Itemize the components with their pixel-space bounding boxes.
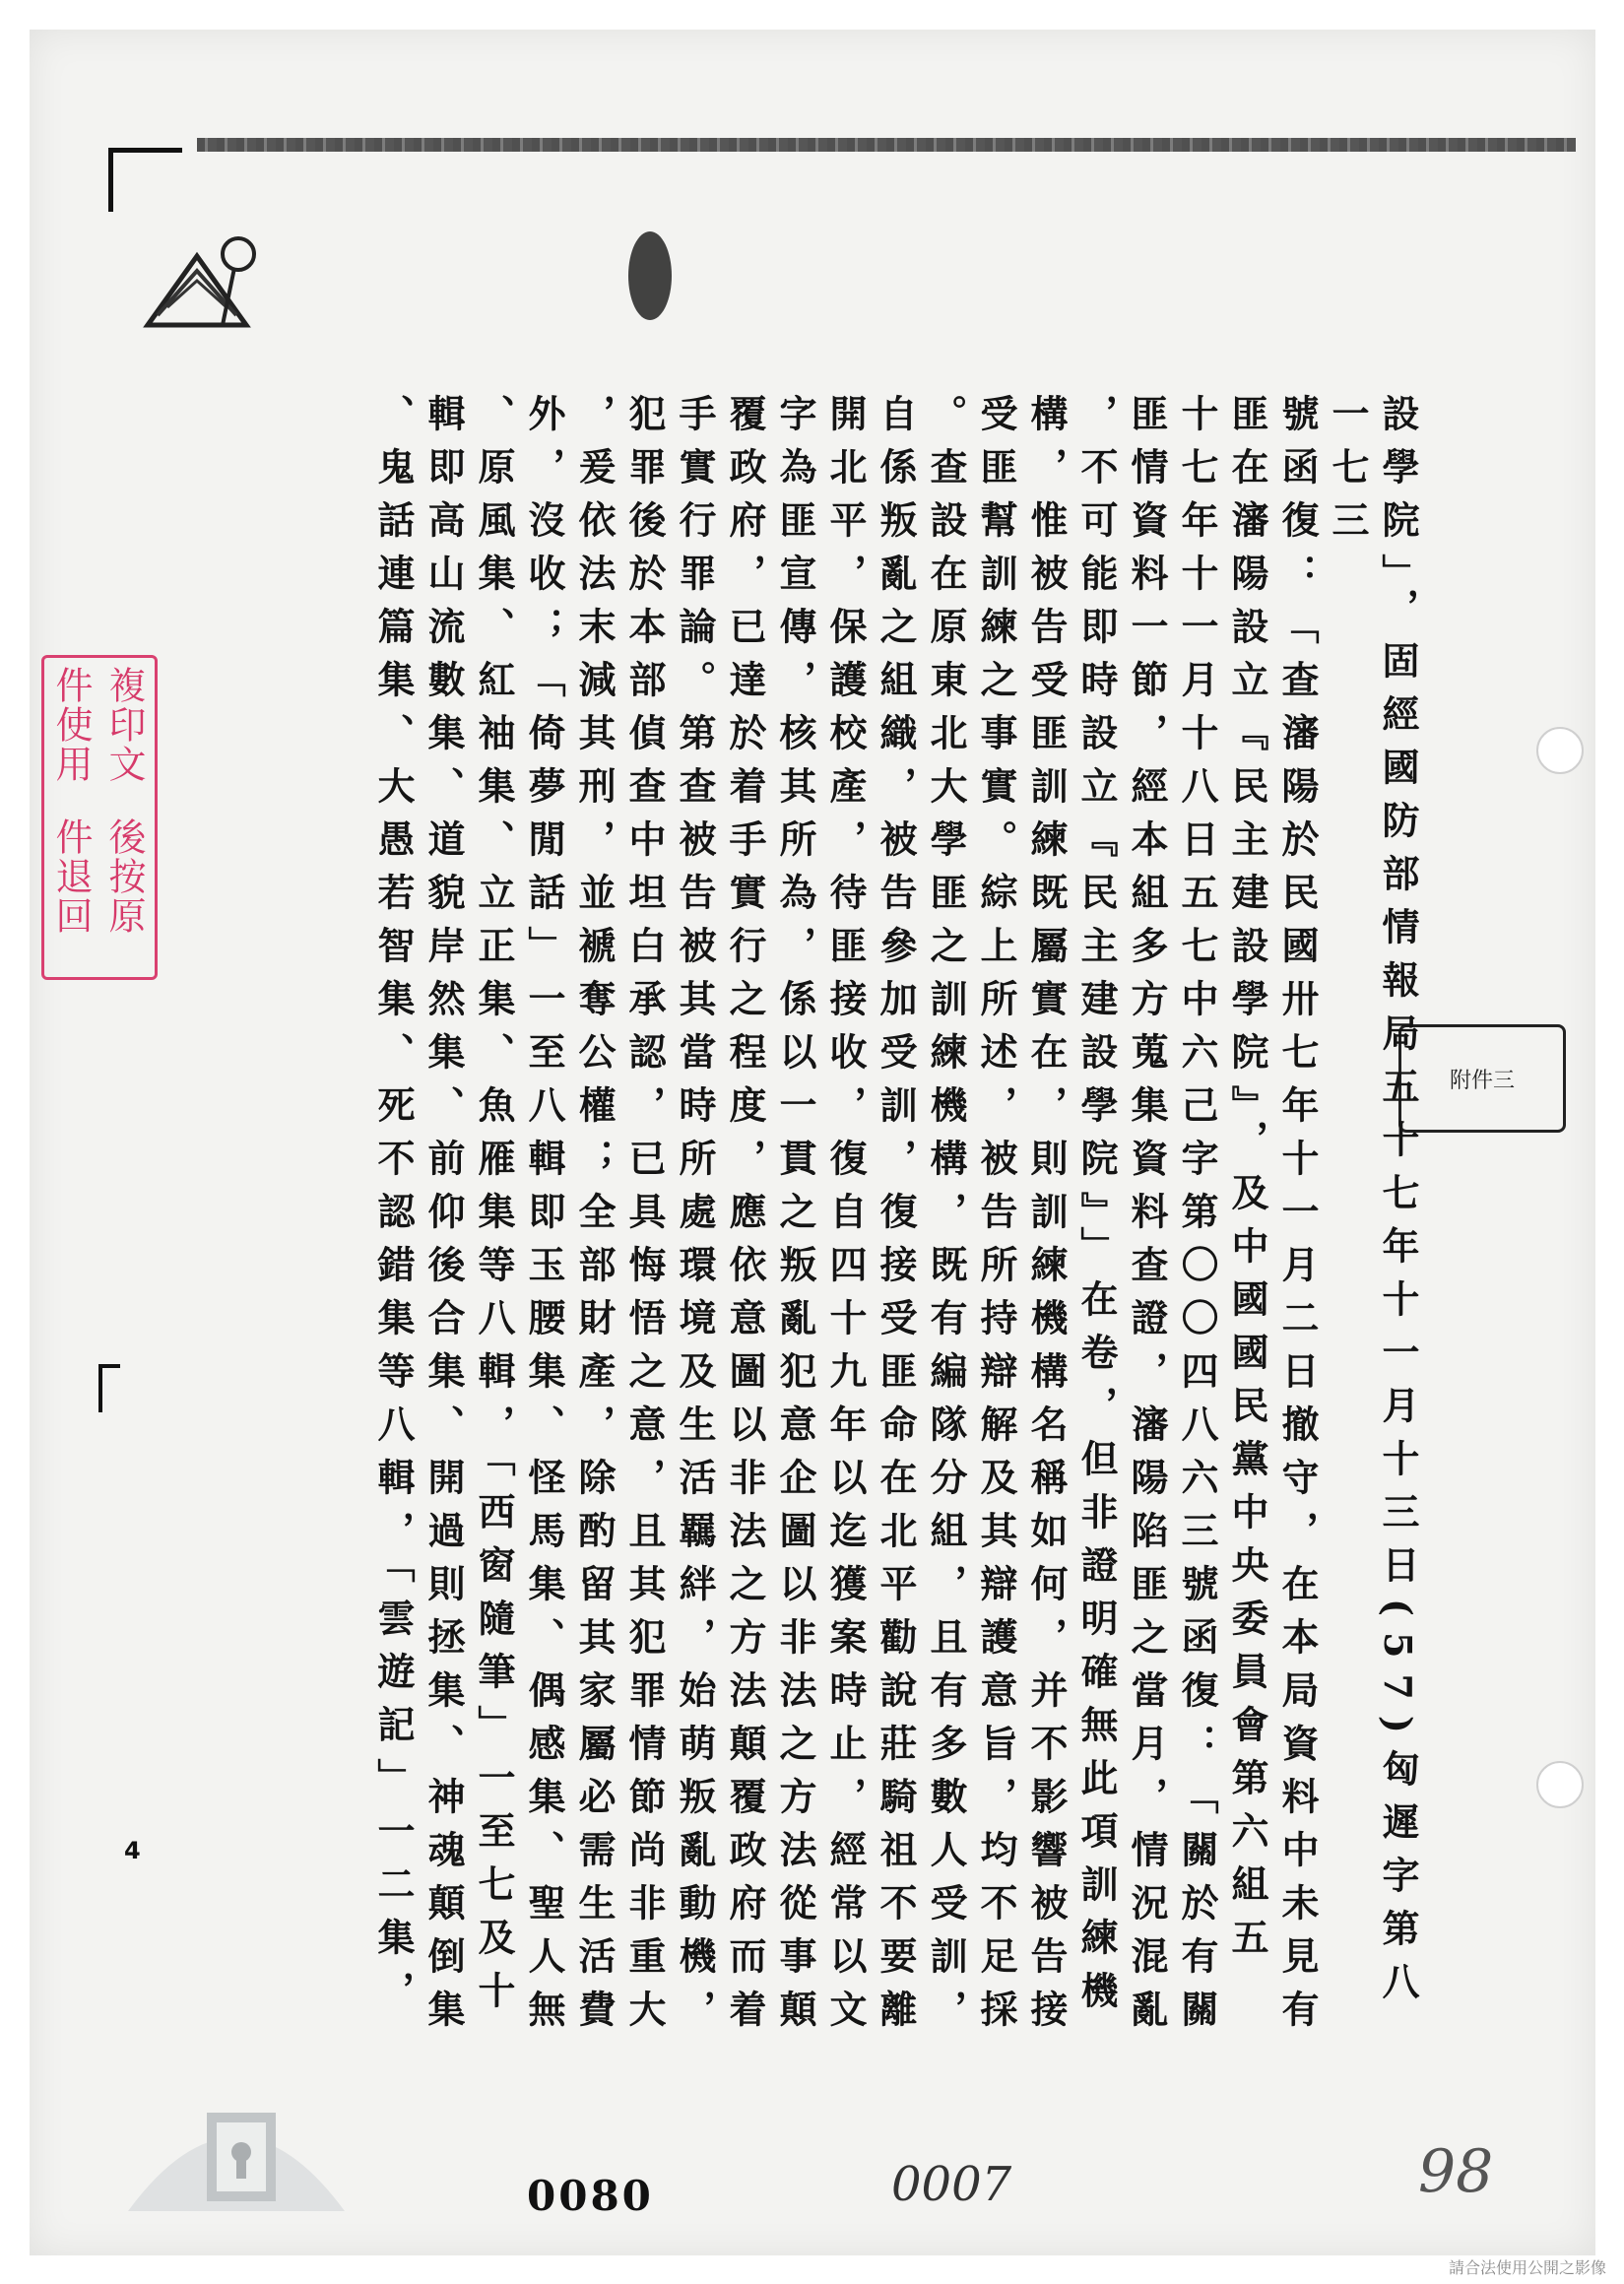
copy-stamp bbox=[41, 655, 158, 980]
text-column: ，爰依法末減其刑，並褫奪公權；全部財產，除酌留其家屬必需生活費 bbox=[572, 394, 617, 2043]
text-column: 手實行罪論。第查被告被其當時所處環境及生活羈絆，始萌叛亂動機， bbox=[673, 394, 717, 2043]
text-column: 自係叛亂之組織，被告參加受訓，復接受匪命在北平勸說莊騎祖不要離 bbox=[874, 394, 918, 2043]
corner-number: 98 bbox=[1418, 2137, 1494, 2206]
punch-hole bbox=[1536, 727, 1584, 774]
archive-logo-icon bbox=[118, 2073, 355, 2221]
page-number: 4 bbox=[124, 1837, 141, 1864]
punch-hole bbox=[1536, 1761, 1584, 1808]
text-column: 匪在瀋陽設立『民主建設學院』，及中國國民黨中央委員會第六組五 bbox=[1225, 394, 1269, 1971]
text-column: 。查設在原東北大學匪之訓練機構，既有編隊分組，且有多數人受訓， bbox=[924, 394, 968, 2043]
corner-bracket-mark bbox=[108, 148, 182, 212]
text-column: 字為匪宣傳，核其所為，係以一貫之叛亂犯意企圖以非法之方法從事顛 bbox=[773, 394, 817, 2043]
text-column: 十七年十一月十八日五七中六己字第〇〇四八六三號函復：「關於有關 bbox=[1175, 394, 1219, 2043]
copy-stamp-line: 複印文件使用 bbox=[49, 666, 146, 784]
text-column: 構，惟被告受匪訓練既屬實在，則訓練機構名稱如何，并不影響被告接 bbox=[1024, 394, 1069, 2043]
text-column: 、鬼話連篇集、大愚若智集、死不認錯集等八輯，「雲遊記」一二集， bbox=[371, 394, 416, 2024]
text-column: 犯罪後於本部偵查中坦白承認，已具悔悟之意，且其犯罪情節尚非重大 bbox=[622, 394, 667, 2043]
text-column: 外，沒收；「倚夢閒話」一至八輯即玉腰集、怪馬集、偶感集、聖人無 bbox=[522, 394, 566, 2043]
handwritten-number: 0007 bbox=[891, 2157, 1012, 2212]
top-border bbox=[197, 138, 1576, 152]
reference-stamp: 附件三 bbox=[1398, 1024, 1566, 1133]
ink-smudge bbox=[611, 227, 689, 335]
serial-number: 0080 bbox=[527, 2172, 654, 2220]
document-body bbox=[192, 394, 1423, 2049]
seal-icon bbox=[128, 217, 266, 355]
footer-note: 請合法使用公開之影像 bbox=[1448, 2258, 1606, 2277]
text-column: 開北平，保護校產，待匪接收，復自四十九年以迄獲案時止，經常以文 bbox=[823, 394, 868, 2043]
text-column: 受匪幫訓練之事實。綜上所述，被告所持辯解及其辯護意旨，均不足採 bbox=[974, 394, 1018, 2043]
text-column: 匪情資料一節，經本組多方蒐集資料查證，瀋陽陷匪之當月，情況混亂 bbox=[1125, 394, 1169, 2043]
text-column: 設學院」，固經國防部情報局五十七年十一月十三日(57)匈遲字第八一七三 bbox=[1326, 394, 1420, 2015]
copy-stamp-line: 後按原件退回 bbox=[49, 817, 146, 936]
text-column: 、原風集、紅袖集、立正集、魚雁集等八輯，「西窗隨筆」一至七及十 bbox=[472, 394, 516, 2024]
text-column: 覆政府，已達於着手實行之程度，應依意圖以非法之方法顛覆政府而着 bbox=[723, 394, 767, 2043]
text-column: 號函復：「查瀋陽於民國卅七年十一月二日撤守，在本局資料中未見有 bbox=[1275, 394, 1320, 2043]
text-column: 輯即高山流數集、道貌岸然集、前仰後合集、開過則拯集、神魂顛倒集 bbox=[422, 394, 466, 2043]
text-column: ，不可能即時設立『民主建設學院』」在卷，但非證明確無此項訓練機 bbox=[1074, 394, 1119, 2024]
left-bracket-mark bbox=[98, 1364, 120, 1412]
